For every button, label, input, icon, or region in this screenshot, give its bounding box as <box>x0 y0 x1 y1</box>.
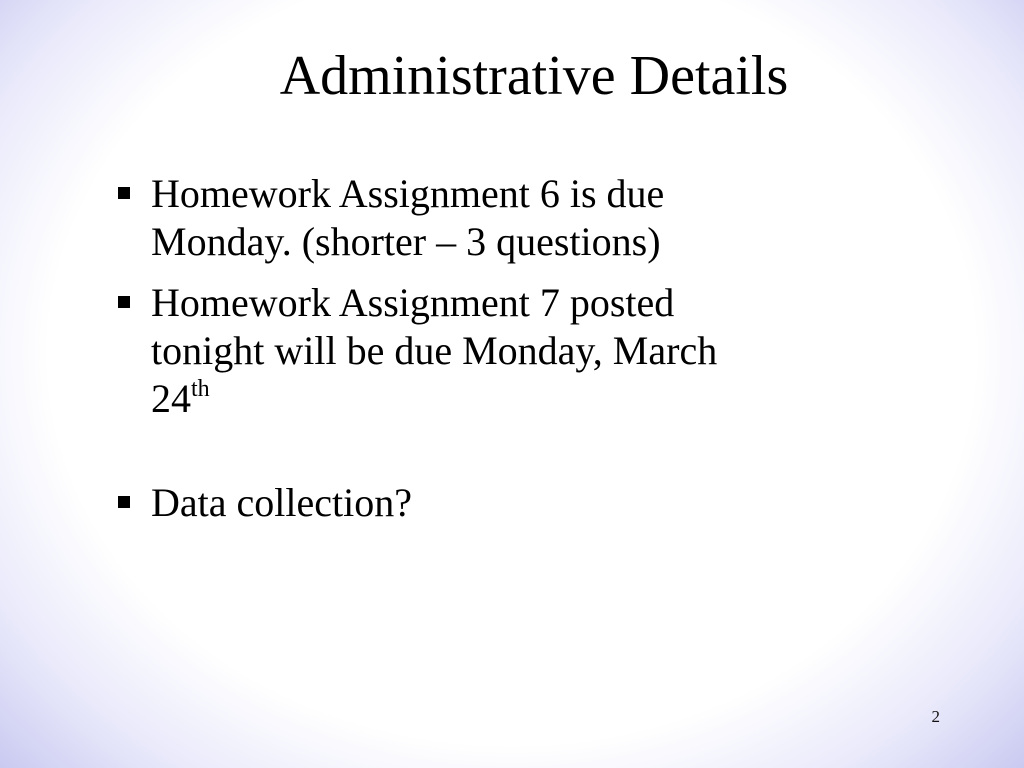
slide-title: Administrative Details <box>279 45 789 107</box>
bullet-list <box>110 170 890 540</box>
bullet-item-homework-7 <box>110 279 890 423</box>
bullet-line: Homework Assignment 7 posted <box>151 280 675 325</box>
page-number: 2 <box>931 707 940 726</box>
date-day: 24 <box>151 376 191 421</box>
square-bullet-icon <box>118 496 130 508</box>
square-bullet-icon <box>118 296 130 308</box>
bullet-line: tonight will be due Monday, March <box>151 328 718 373</box>
date-ordinal-superscript: th <box>191 376 210 402</box>
bullet-line: Homework Assignment 6 is due <box>151 171 665 216</box>
bullet-date-line <box>151 375 890 423</box>
bullet-line: Monday. (shorter – 3 questions) <box>151 219 661 264</box>
square-bullet-icon <box>118 187 130 199</box>
bullet-item-homework-6 <box>110 170 890 266</box>
bullet-line: Data collection? <box>151 480 412 525</box>
bullet-item-data-collection <box>110 479 890 527</box>
